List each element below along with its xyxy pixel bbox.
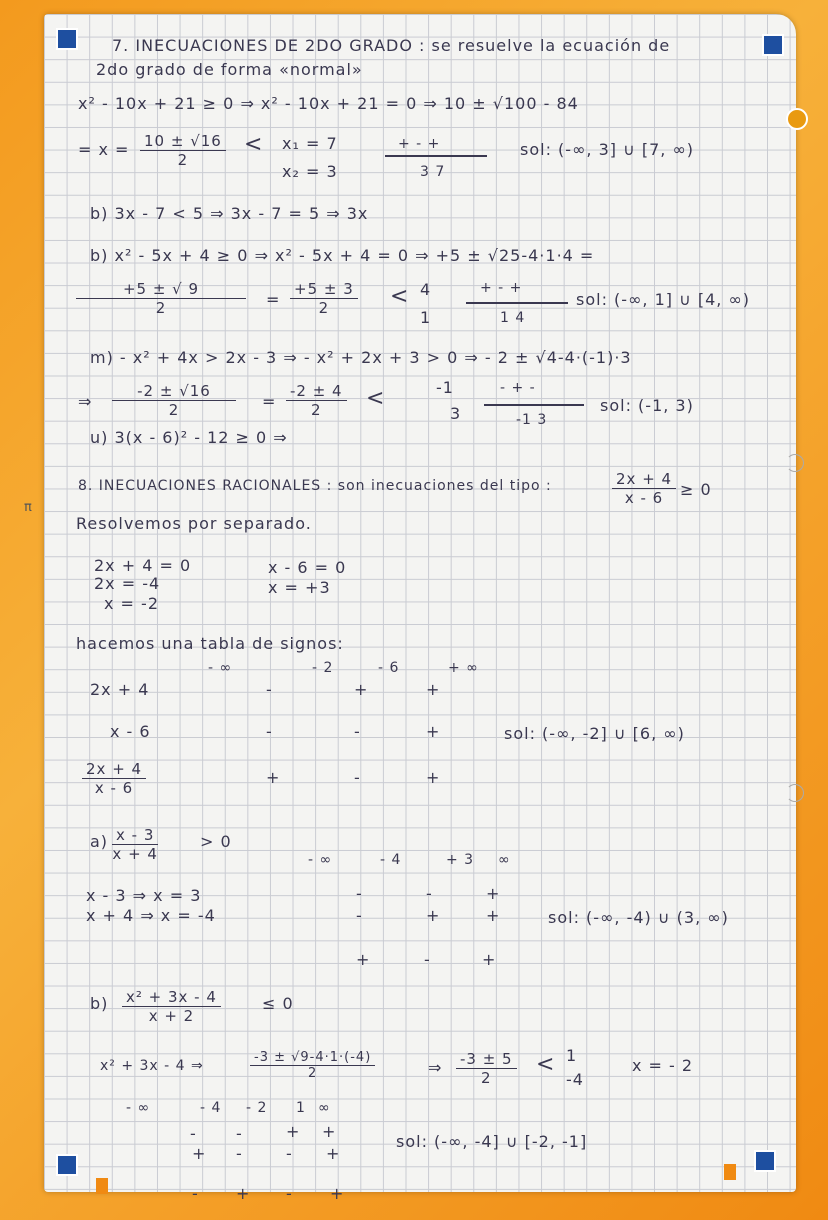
denominator: 2 <box>177 151 189 169</box>
sign: + <box>192 1144 207 1163</box>
eq-a-line1: x² - 10x + 21 ≥ 0 ⇒ x² - 10x + 21 = 0 ⇒ 10 ± √100 - 84 <box>78 94 579 113</box>
root-2: -4 <box>566 1070 584 1089</box>
b-fraction <box>122 988 221 1025</box>
root-3: x = - 2 <box>632 1056 694 1075</box>
sign: + <box>356 950 371 969</box>
sign: + <box>322 1122 337 1141</box>
section8-title: 8. INECUACIONES RACIONALES : son inecuaciones del tipo : <box>78 478 552 494</box>
table-head: - ∞ <box>308 852 333 868</box>
table-head: - 2 <box>246 1100 268 1116</box>
sign: - <box>190 1124 197 1143</box>
sign: + <box>486 884 501 903</box>
table-head: ∞ <box>498 852 511 868</box>
eq-c-fraction-2 <box>290 280 358 317</box>
eq-line: x - 3 ⇒ x = 3 <box>86 886 202 905</box>
eq-a-fraction <box>140 132 226 169</box>
eq-line: x - 6 = 0 <box>268 558 347 577</box>
b-fraction-2 <box>456 1050 517 1087</box>
row-label-fraction <box>82 760 146 797</box>
orange-mark <box>96 1178 108 1194</box>
corner-mark-icon <box>56 1154 78 1176</box>
solution-a: sol: (-∞, 3] ∪ [7, ∞) <box>520 140 695 159</box>
implies: ⇒ <box>428 1058 443 1077</box>
sign: + <box>286 1122 301 1141</box>
sign: - <box>266 722 273 741</box>
corner-mark-icon <box>762 34 784 56</box>
sign: + <box>326 1144 341 1163</box>
numerator: 2x + 4 <box>612 470 676 489</box>
numerator: +5 ± 3 <box>290 280 358 299</box>
eq-m-line1: m) - x² + 4x > 2x - 3 ⇒ - x² + 2x + 3 > 0 ⇒ - 2 ± √4-4·(-1)·3 <box>90 348 632 367</box>
sign: - <box>236 1144 243 1163</box>
eq-line: x = +3 <box>268 578 331 597</box>
sign: + <box>330 1184 345 1203</box>
binder-hole <box>786 784 804 802</box>
numerator: 2x + 4 <box>82 760 146 779</box>
eq-line: 2x + 4 = 0 <box>94 556 192 575</box>
number-line <box>385 155 487 157</box>
margin-mark: π <box>24 500 33 515</box>
relation: ≤ 0 <box>262 994 294 1013</box>
sign-line: + - + <box>480 280 523 296</box>
numerator: -3 ± 5 <box>456 1050 517 1069</box>
table-head: + 3 <box>446 852 475 868</box>
sign: + <box>426 768 441 787</box>
a-fraction <box>112 826 158 863</box>
item-label: b) <box>90 994 109 1013</box>
root-2: 1 <box>420 308 432 327</box>
table-head: + ∞ <box>448 660 479 676</box>
sign: - <box>356 884 363 903</box>
sign: - <box>354 722 361 741</box>
root-2: 3 <box>450 404 462 423</box>
sign: - <box>266 680 273 699</box>
branch-icon: < <box>536 1052 556 1077</box>
numerator: -2 ± 4 <box>286 382 347 401</box>
numerator: +5 ± √ 9 <box>76 280 246 299</box>
denominator: 2 <box>168 401 180 419</box>
numerator: 10 ± √16 <box>140 132 226 151</box>
sign: - <box>356 906 363 925</box>
root-1: -1 <box>436 378 454 397</box>
denominator: 2 <box>318 299 330 317</box>
eq-m-fraction <box>112 382 236 419</box>
sign: + <box>354 680 369 699</box>
resolve-text: Resolvemos por separado. <box>76 514 312 533</box>
solution-8: sol: (-∞, -2] ∪ [6, ∞) <box>504 724 685 743</box>
relation: > 0 <box>200 832 232 851</box>
table-head: - 2 <box>312 660 334 676</box>
eq-a-prefix: = x = <box>78 140 130 159</box>
sign: - <box>426 884 433 903</box>
root-1: 4 <box>420 280 432 299</box>
table-head: - 4 <box>200 1100 222 1116</box>
type-fraction <box>612 470 676 507</box>
section7-title: 7. INECUACIONES DE 2DO GRADO : se resuelve la ecuación de <box>112 36 671 55</box>
solution-m: sol: (-1, 3) <box>600 396 694 415</box>
number-line-ticks: 1 4 <box>500 310 526 326</box>
root-1: 1 <box>566 1046 578 1065</box>
table-head: 1 <box>296 1100 306 1116</box>
solution-a8: sol: (-∞, -4) ∪ (3, ∞) <box>548 908 729 927</box>
root-1: x₁ = 7 <box>282 134 338 153</box>
sign-line: - + - <box>500 380 536 396</box>
b-quadratic-fraction <box>250 1050 375 1081</box>
eq-b: b) 3x - 7 < 5 ⇒ 3x - 7 = 5 ⇒ 3x <box>90 204 369 223</box>
table-head: - 4 <box>380 852 402 868</box>
numerator: -2 ± √16 <box>112 382 236 401</box>
branch-icon: < <box>244 132 264 157</box>
sign: + <box>426 680 441 699</box>
denominator: x - 6 <box>94 779 134 797</box>
number-line <box>484 404 584 406</box>
denominator: x + 2 <box>148 1007 195 1025</box>
section7-title-line2: 2do grado de forma «normal» <box>96 60 363 79</box>
denominator: 2 <box>308 1066 318 1081</box>
solution-b8: sol: (-∞, -4] ∪ [-2, -1] <box>396 1132 588 1151</box>
denominator: 2 <box>481 1069 492 1087</box>
sign: + <box>426 722 441 741</box>
solution-c: sol: (-∞, 1] ∪ [4, ∞) <box>576 290 751 309</box>
relation: ≥ 0 <box>680 480 712 499</box>
denominator: 2 <box>311 401 322 419</box>
eq-line: x = -2 <box>104 594 159 613</box>
number-line-ticks: 3 7 <box>420 164 446 180</box>
root-2: x₂ = 3 <box>282 162 338 181</box>
numerator: x - 3 <box>112 826 158 845</box>
corner-mark-icon <box>754 1150 776 1172</box>
eq-line: x + 4 ⇒ x = -4 <box>86 906 216 925</box>
number-line <box>466 302 568 304</box>
sign: + <box>236 1184 251 1203</box>
sign: + <box>266 768 281 787</box>
number-line-ticks: -1 3 <box>516 412 548 428</box>
item-label: a) <box>90 832 109 851</box>
table-head: - ∞ <box>208 660 233 676</box>
orange-mark <box>724 1164 736 1180</box>
sign: - <box>286 1144 293 1163</box>
sign: + <box>426 906 441 925</box>
sign: - <box>424 950 431 969</box>
denominator: x - 6 <box>624 489 664 507</box>
numerator: -3 ± √9-4·1·(-4) <box>250 1050 375 1066</box>
numerator: x² + 3x - 4 <box>122 988 221 1007</box>
eq-c-line1: b) x² - 5x + 4 ≥ 0 ⇒ x² - 5x + 4 = 0 ⇒ +5 ± √25-4·1·4 = <box>90 246 595 265</box>
eq-c-fraction <box>76 280 246 317</box>
table-head: ∞ <box>318 1100 331 1116</box>
table-head: - 6 <box>378 660 400 676</box>
sign: + <box>486 906 501 925</box>
branch-icon: < <box>366 386 386 411</box>
sign: - <box>236 1124 243 1143</box>
table-head: - ∞ <box>126 1100 151 1116</box>
sign: - <box>354 768 361 787</box>
eq-m-fraction-2 <box>286 382 347 419</box>
row-label: x - 6 <box>110 722 151 741</box>
branch-icon: < <box>390 284 410 309</box>
eq-line: 2x = -4 <box>94 574 161 593</box>
sign: + <box>482 950 497 969</box>
binder-hole <box>786 454 804 472</box>
eq-prefix: x² + 3x - 4 ⇒ <box>100 1058 204 1074</box>
corner-mark-icon <box>56 28 78 50</box>
orange-dot <box>786 108 808 130</box>
sign: - <box>286 1184 293 1203</box>
row-label: 2x + 4 <box>90 680 150 699</box>
eq-u: u) 3(x - 6)² - 12 ≥ 0 ⇒ <box>90 428 288 447</box>
denominator: x + 4 <box>112 845 158 863</box>
implies: ⇒ <box>78 392 93 411</box>
sign: - <box>192 1184 199 1203</box>
sign-line: + - + <box>398 136 441 152</box>
denominator: 2 <box>155 299 167 317</box>
table-intro: hacemos una tabla de signos: <box>76 634 344 653</box>
